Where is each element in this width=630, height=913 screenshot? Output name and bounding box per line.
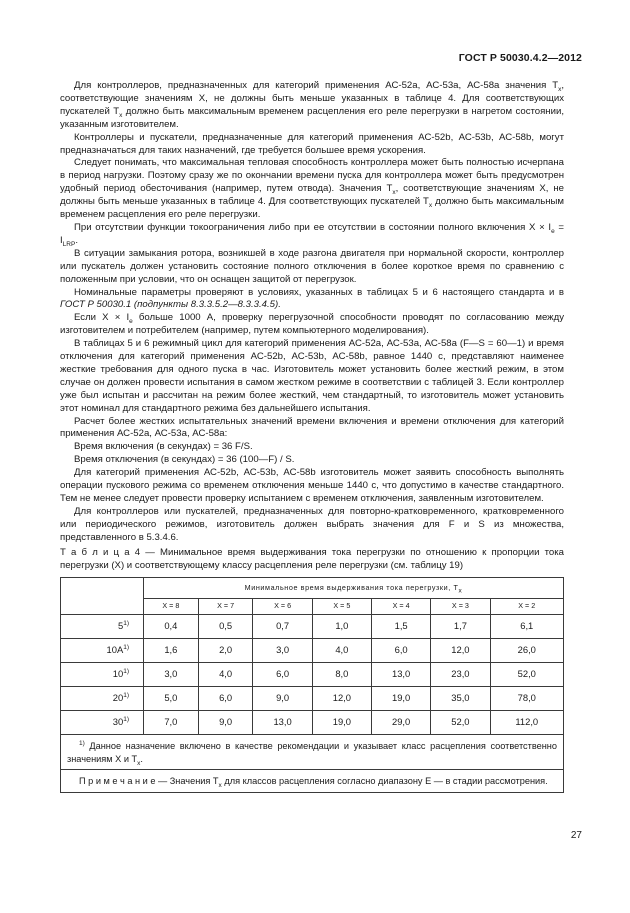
paragraph: Следует понимать, что максимальная тепловая способность контроллера может быть полностью исчерпана в период нагрузки. Поэтому сразу же по окончании времени пуска для контроллера может быть предусмотрен удобный период обесточивания (например, путем отвода). Значения $T_x$, соответствующие значениям X, не должны быть меньше указанных в таблице 4. Для соответствующих пускателей $T_x$ должно быть максимальным временем расцепления его реле перегрузки.	[60, 157, 564, 221]
overload-time-table	[60, 577, 564, 793]
table-row	[61, 687, 564, 711]
table-cell: 29,0	[372, 711, 431, 735]
paragraph: Для категорий применения АС-52b, АС-53b, АС-58b изготовитель может заявить способность выполнять операции пускового режима со временем отключения меньше 1440 с, что допустимо в качестве стандартного. Тем не менее следует провести проверку испытанием с временем отключения, заявленным изготовителем.	[60, 467, 564, 504]
table-cell: 0,5	[198, 615, 253, 639]
table-footnote: $^{1)}$ Данное назначение включено в качестве рекомендации и указывает класс расцепления соответственно значениям X и $T_x$.	[61, 735, 564, 770]
row-label: 20$^{1)}$	[61, 687, 144, 711]
table-cell: 1,6	[144, 639, 199, 663]
table-cell: 35,0	[431, 687, 490, 711]
table-cell: 9,0	[253, 687, 312, 711]
column-header: X = 6	[253, 599, 312, 615]
table-cell: 9,0	[198, 711, 253, 735]
table-cell: 23,0	[431, 663, 490, 687]
table-cell: 12,0	[312, 687, 371, 711]
table-note-row	[61, 770, 564, 793]
column-header: X = 4	[372, 599, 431, 615]
table-cell: 112,0	[490, 711, 563, 735]
table-cell: 52,0	[431, 711, 490, 735]
column-header: X = 7	[198, 599, 253, 615]
table-cell: 4,0	[198, 663, 253, 687]
table-cell: 3,0	[253, 639, 312, 663]
table-cell: 4,0	[312, 639, 371, 663]
table-group-header: Минимальное время выдерживания тока перегрузки, $T_x$	[144, 578, 564, 599]
table-cell: 19,0	[372, 687, 431, 711]
table-cell: 19,0	[312, 711, 371, 735]
row-label: 5$^{1)}$	[61, 615, 144, 639]
table-cell: 78,0	[490, 687, 563, 711]
paragraph: Если $X \times I_e$ больше 1000 А, проверку перегрузочной способности проводят по согласованию между изготовителем и потребителем (например, путем компьютерного моделирования).	[60, 312, 564, 337]
table-cell: 0,7	[253, 615, 312, 639]
table-cell: 12,0	[431, 639, 490, 663]
page-body	[60, 80, 564, 793]
row-label: 10$^{1)}$	[61, 663, 144, 687]
table-corner-cell	[61, 578, 144, 615]
paragraph: Номинальные параметры проверяют в условиях, указанных в таблицах 5 и 6 настоящего стандарта и в ГОСТ Р 50030.1 (подпункты 8.3.3.5.2—8.3.3.4.5).	[60, 286, 564, 311]
table-cell: 1,5	[372, 615, 431, 639]
table-footnote-row	[61, 735, 564, 770]
table-cell: 2,0	[198, 639, 253, 663]
paragraph: В таблицах 5 и 6 режимный цикл для категорий применения АС-52а, АС-53а, АС-58а (F—S = 60—1) и время отключения для категорий применения АС-52b, АС-53b, АС-58b, равное 1440 с, представляют наименее жесткие требования для одного пуска в час. Изготовитель может установить более жесткий режим, в этом случае он должен провести испытания в самом жестком режиме в соответствии с таблицей 3. Если контроллер уже был испытан и рассчитан на режим более жесткий, чем стандартный, то изготовитель может установить этот номинал для стандартного режима без дальнейшего испытания.	[60, 338, 564, 414]
table-caption: Т а б л и ц а 4 — Минимальное время выдерживания тока перегрузки по отношению к пропорции тока перегрузки (X) и соответствующему классу расцепления реле перегрузки (см. таблицу 19)	[60, 546, 564, 571]
page-header: ГОСТ Р 50030.4.2—2012	[458, 52, 582, 64]
table-row	[61, 711, 564, 735]
page-number: 27	[570, 830, 582, 841]
paragraph: Для контроллеров или пускателей, предназначенных для повторно-кратковременного, кратковременного или периодического режимов, изготовитель должен выбрать значения для F и S из множества, представленного в 5.3.4.6.	[60, 505, 564, 543]
table-cell: 13,0	[372, 663, 431, 687]
paragraph: Время отключения (в секундах) = 36 (100—F) / S.	[74, 454, 295, 466]
paragraph: Контроллеры и пускатели, предназначенные для категорий применения АС-52b, АС-53b, АС-58b, могут предназначаться для таких назначений, где требуется большее время ускорения.	[60, 131, 564, 156]
paragraph: При отсутствии функции токоограничения либо при ее отсутствии в состоянии полного включения $X \times I_e = I_{LRP}$.	[60, 221, 564, 248]
column-header: X = 8	[144, 599, 199, 615]
paragraph: Время включения (в секундах) = 36 F/S.	[74, 441, 253, 453]
table-cell: 3,0	[144, 663, 199, 687]
paragraph: Расчет более жестких испытательных значений времени включения и времени отключения для категорий применения АС-52а, АС-53а, АС-58а:	[60, 415, 564, 440]
table-header-row	[61, 578, 564, 599]
table-cell: 1,0	[312, 615, 371, 639]
column-header: X = 5	[312, 599, 371, 615]
table-cell: 6,0	[372, 639, 431, 663]
table-row	[61, 615, 564, 639]
table-cell: 6,1	[490, 615, 563, 639]
table-cell: 13,0	[253, 711, 312, 735]
paragraph: Для контроллеров, предназначенных для категорий применения АС-52а, АС-53а, АС-58а значения $T_x$, соответствующие значениям X, не должны быть меньше указанных в таблице 4. Для соответствующих пускателей $T_x$ должно быть максимальным временем расцепления его реле перегрузки в нагретом состоянии, указанным изготовителем.	[60, 80, 564, 130]
table-cell: 6,0	[198, 687, 253, 711]
row-label: 30$^{1)}$	[61, 711, 144, 735]
row-label: $10A^{1)}$	[61, 639, 144, 663]
table-row	[61, 639, 564, 663]
table-row	[61, 663, 564, 687]
paragraph: В ситуации замыкания ротора, возникшей в ходе разгона двигателя при нормальной скорости, контроллер или пускатель должен установить состояние полного отключения в более короткое время по сравнению с положенным при условии, что он оснащен защитой от перегрузок.	[60, 247, 564, 285]
table-cell: 26,0	[490, 639, 563, 663]
table-cell: 7,0	[144, 711, 199, 735]
table-note: П р и м е ч а н и е — Значения $T_x$ для классов расцепления согласно диапазону Е — в стадии рассмотрения.	[61, 770, 564, 793]
table-cell: 0,4	[144, 615, 199, 639]
table-cell: 8,0	[312, 663, 371, 687]
table-cell: 1,7	[431, 615, 490, 639]
column-header: X = 2	[490, 599, 563, 615]
table-cell: 52,0	[490, 663, 563, 687]
table-cell: 6,0	[253, 663, 312, 687]
column-header: X = 3	[431, 599, 490, 615]
table-cell: 5,0	[144, 687, 199, 711]
